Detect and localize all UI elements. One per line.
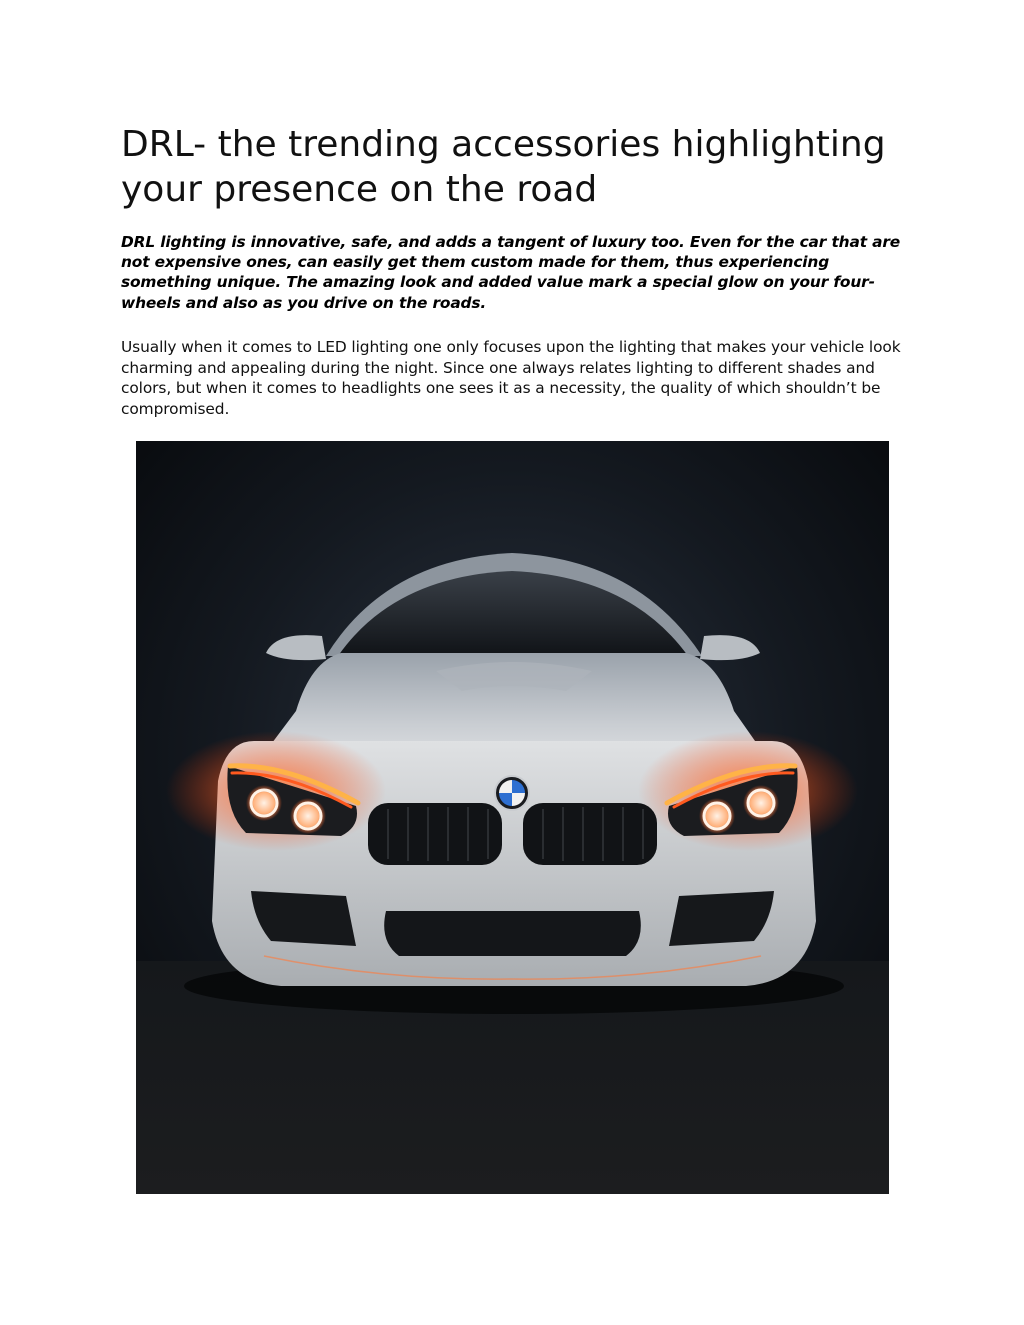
- car-drl-photo: [136, 441, 889, 1194]
- article-lead-paragraph: DRL lighting is innovative, safe, and adds a tangent of luxury too. Even for the car that are not expensive ones, can easily get them custom made for them, thus experiencing something unique. The amazing look and added value mark a special glow on your four-wheels and also as you drive on the roads.: [121, 233, 901, 312]
- car-badge: [495, 776, 529, 810]
- article-body-paragraph: Usually when it comes to LED lighting one only focuses upon the lighting that makes your vehicle look charming and appealing during the night. Since one always relates lighting to different shades and colors, but when it comes to headlights one sees it as a necessity, the quality of which shouldn’t be compromised.: [121, 338, 901, 418]
- center-air-intake: [384, 911, 641, 956]
- article-title: DRL- the trending accessories highlighting your presence on the road: [121, 124, 886, 210]
